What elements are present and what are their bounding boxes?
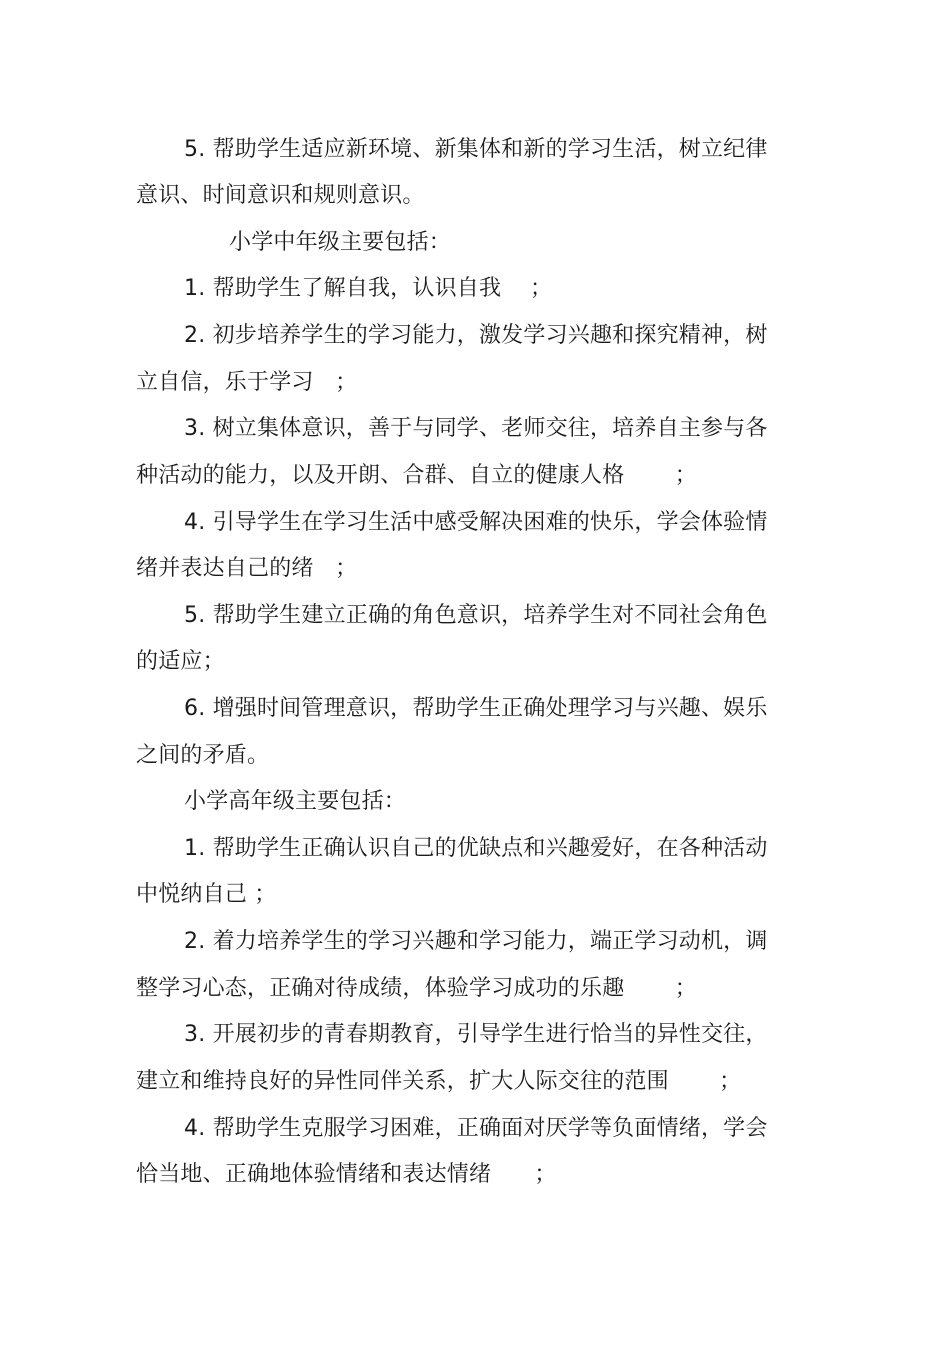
paragraph-line: 1. 帮助学生了解自我，认识自我 ； bbox=[184, 276, 553, 301]
paragraph-line: 4. 引导学生在学习生活中感受解决困难的快乐，学会体验情 bbox=[184, 510, 768, 535]
paragraph-line: 中悦纳自己 ； bbox=[136, 882, 277, 907]
paragraph-line: 4. 帮助学生克服学习困难，正确面对厌学等负面情绪，学会 bbox=[184, 1116, 768, 1141]
paragraph-line: 5. 帮助学生适应新环境、新集体和新的学习生活，树立纪律 bbox=[184, 137, 768, 162]
paragraph-line: 绪并表达自己的绪 ； bbox=[136, 556, 358, 581]
paragraph-line: 3. 树立集体意识，善于与同学、老师交往，培养自主参与各 bbox=[184, 416, 768, 441]
paragraph-line: 2. 着力培养学生的学习兴趣和学习能力，端正学习动机，调 bbox=[184, 929, 768, 954]
paragraph-line: 2. 初步培养学生的学习能力，激发学习兴趣和探究精神，树 bbox=[184, 323, 768, 348]
section-heading: 小学高年级主要包括： bbox=[184, 789, 407, 814]
paragraph-line: 1. 帮助学生正确认识自己的优缺点和兴趣爱好，在各种活动 bbox=[184, 836, 768, 861]
paragraph-line: 之间的矛盾。 bbox=[136, 743, 270, 768]
paragraph-line: 立自信，乐于学习 ； bbox=[136, 370, 358, 395]
paragraph-line: 恰当地、正确地体验情绪和表达情绪 ； bbox=[136, 1162, 557, 1187]
section-heading: 小学中年级主要包括： bbox=[229, 230, 452, 255]
paragraph-line: 整学习心态，正确对待成绩，体验学习成功的乐趣 ； bbox=[136, 976, 697, 1001]
paragraph-line: 建立和维持良好的异性同伴关系，扩大人际交往的范围 ； bbox=[136, 1069, 742, 1094]
paragraph-line: 3. 开展初步的青春期教育，引导学生进行恰当的异性交往， bbox=[184, 1022, 768, 1047]
paragraph-line: 种活动的能力，以及开朗、合群、自立的健康人格 ； bbox=[136, 463, 697, 488]
paragraph-line: 的适应； bbox=[136, 649, 225, 674]
paragraph-line: 意识、时间意识和规则意识。 bbox=[136, 183, 425, 208]
paragraph-line: 6. 增强时间管理意识，帮助学生正确处理学习与兴趣、娱乐 bbox=[184, 696, 768, 721]
paragraph-line: 5. 帮助学生建立正确的角色意识，培养学生对不同社会角色 bbox=[184, 603, 768, 628]
